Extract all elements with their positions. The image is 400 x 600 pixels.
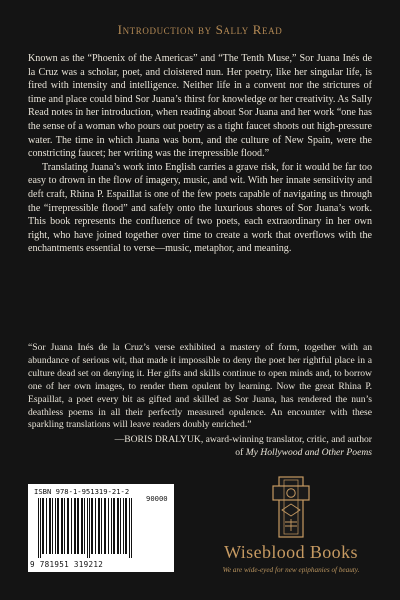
intro-paragraph-2: Translating Juana’s work into English carries a grave risk, for it would be far too easy to drown in the flow of imagery, music, and wit. With her innate sensitivity and deft craft, Rhina P. Espaillat is one of the few poets capable of navigating us through the “irrepressible flood” and safely onto the luxurious shores of Sor Juana’s work. This book represents the confluence of two poets, each extraordinary in her own right, who have joined together over time to create a work that overflows with the enchantments essential to verse—music, metaphor, and meaning.: [28, 161, 372, 255]
barcode-bar: [52, 498, 53, 554]
barcode-bar: [57, 498, 59, 554]
barcode-bar: [64, 498, 65, 554]
barcode-bar: [89, 498, 90, 558]
barcode-bar: [61, 498, 63, 554]
barcode-bar: [91, 498, 93, 554]
barcode-bar: [49, 498, 51, 554]
barcode-bar: [129, 498, 130, 558]
barcode-bar: [40, 498, 41, 558]
attribution-author: —BORIS DRALYUK, award-winning translator, critic, and author: [114, 434, 372, 446]
intro-paragraph-1: Known as the “Phoenix of the Americas” and “The Tenth Muse,” Sor Juana Inés de la Cruz was a scholar, poet, and cloistered nun. Her poetry, like her singular life, is fired with intensity and intelligence. Neither life in a convent nor the strictures of time and place could bind Sor Juana’s thirst for knowledge or her creativity. As Sally Read notes in her introduction, when reading about Sor Juana and her work “one has the sense of a woman who pours out poetry as a tight faucet shoots out high-pressure water. The time in which Juana was born, and the culture of New Spain, were the constricting faucet; her writing was the irrepressible flood.”: [28, 53, 372, 160]
barcode-bar: [87, 498, 88, 558]
barcode-bar: [38, 498, 39, 558]
barcode-bar: [108, 498, 109, 554]
publisher-logo-icon: [272, 476, 310, 538]
barcode-bar: [104, 498, 106, 554]
isbn-barcode-block: [28, 484, 174, 572]
barcode-bar: [125, 498, 127, 554]
attribution-book-title: My Hollywood and Other Poems: [245, 447, 372, 459]
barcode-digits: 9 781951 319212: [30, 560, 104, 569]
introduction-text: [28, 52, 372, 256]
barcode-bar: [67, 498, 69, 554]
publisher-tagline: We are wide-eyed for new epiphanies of beauty.: [222, 566, 360, 574]
blurb-quote: “Sor Juana Inés de la Cruz’s verse exhibited a mastery of form, together with an abundance of serious wit, that made it impossible to deny the poet her rightful place in a culture dead set on denying it. Her gifts and skills continue to open minds and, to borrow one of her own images, to render them opulent by learning. Now the great Rhina P. Espaillat, a poet every bit as gifted and skilled as Sor Juana, has rendered the nun’s deathless poems in all their perfectly measured opulence. An encounter with these sparkling translations will leave readers doubly enriched.”: [28, 342, 372, 431]
publisher-block: [206, 476, 376, 586]
barcode-bar: [74, 498, 76, 554]
isbn-label: ISBN 978-1-951319-21-2: [34, 487, 130, 496]
barcode-bar: [71, 498, 72, 554]
barcode-bar: [84, 498, 85, 554]
barcode-bar: [101, 498, 102, 554]
barcode-bar: [42, 498, 44, 554]
barcode-bar: [120, 498, 121, 554]
barcode-bar: [117, 498, 119, 554]
section-heading: Introduction by Sally Read: [117, 22, 283, 37]
barcode-bar: [113, 498, 115, 554]
barcode-bar: [77, 498, 79, 554]
endorsement-blurb: [28, 342, 372, 460]
barcode-graphic: [34, 498, 168, 560]
barcode-bar: [55, 498, 56, 554]
barcode-bar: [95, 498, 96, 554]
barcode-bar: [81, 498, 83, 554]
publisher-name: Wiseblood Books: [224, 542, 358, 562]
price-code: 90000: [146, 494, 168, 503]
barcode-bar: [131, 498, 132, 558]
barcode-bar: [111, 498, 112, 554]
attribution-of: of: [235, 447, 244, 459]
barcode-bar: [123, 498, 124, 554]
barcode-bar: [98, 498, 100, 554]
barcode-bar: [46, 498, 47, 554]
blurb-attribution: [28, 434, 372, 460]
